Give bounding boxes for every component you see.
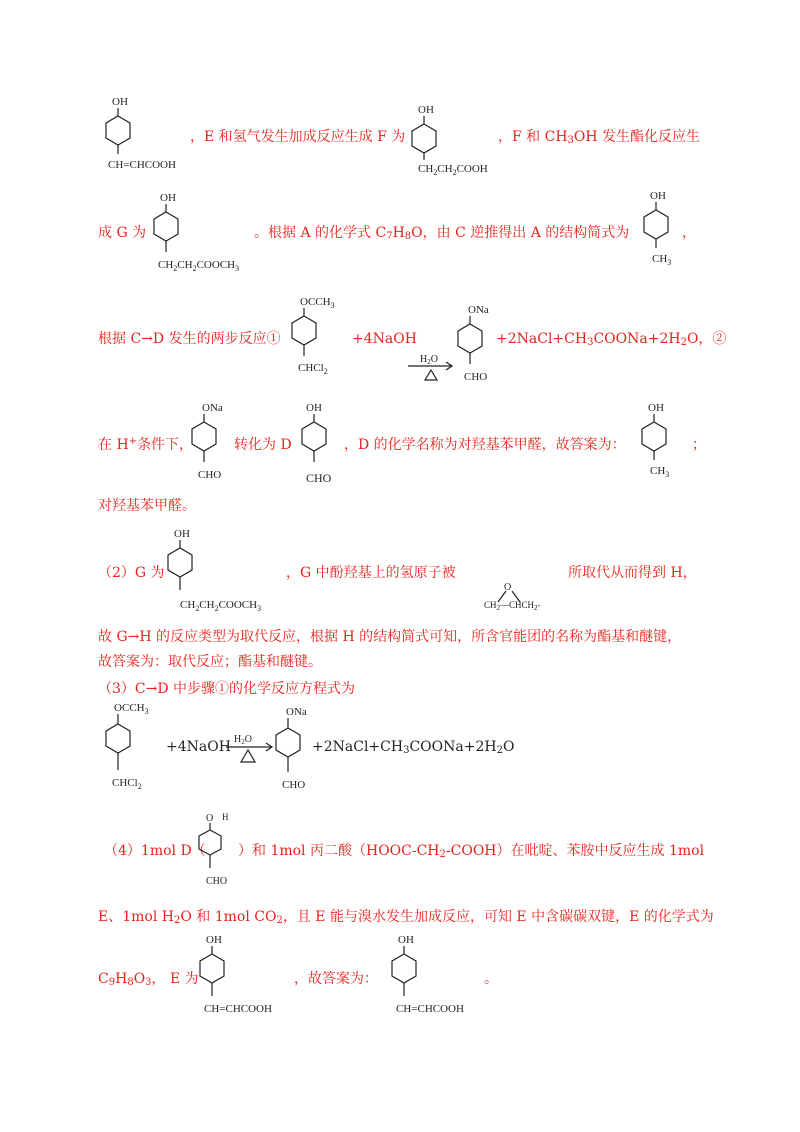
line7-text-3: （3）C→D 中步骤①的化学反应方程式为: [98, 681, 356, 697]
struct-label: CHO: [198, 469, 222, 481]
line3-text-b: +4NaOH: [352, 331, 417, 347]
line2-text-b: 。根据 A 的化学式 $C_7H_8O$，由 C 逆推得出 A 的结构简式为: [254, 225, 630, 242]
svg-text:H2O: $H_2O$: [420, 354, 438, 366]
struct-label: ONa: [202, 402, 223, 414]
svg-text:CH2CH2COOCH3: $CH_2CH_2COOCH_3$: [180, 599, 262, 613]
line6-text-a: （2）G 为: [98, 565, 165, 581]
struct-label: ONa: [468, 304, 489, 316]
svg-text:O: O: [206, 813, 214, 824]
line6-text-c: 所取代从而得到 H，: [568, 565, 697, 581]
struct-label: CHO: [206, 876, 228, 887]
structure-a-pcresol-2: [638, 398, 688, 482]
svg-text:CHCl2: CHCl$_2$: [112, 777, 142, 791]
line5-text: 对羟基苯甲醛。: [98, 498, 196, 514]
struct-label: OH: [306, 402, 322, 414]
svg-text:CH2—CHCH2-: $CH_2—CHCH_2-$: [484, 600, 541, 612]
line11-text-c: 。: [484, 971, 498, 987]
line4-text-a: 在 H+条件下，: [98, 436, 194, 453]
line2-text-c: ，: [682, 225, 696, 241]
struct-label: OH: [206, 934, 222, 946]
svg-text:OCCH3: $OCCH_3$: [300, 296, 335, 310]
struct-label: CHO: [306, 471, 332, 485]
struct-label: OH: [112, 96, 128, 108]
reaction-arrow-1: [406, 352, 456, 382]
line4-text-b: 转化为 D: [234, 437, 292, 453]
line7-text-2: 故答案为：取代反应；酯基和醚键。: [98, 654, 322, 670]
struct-label: OH: [648, 402, 664, 414]
struct-label: OH: [398, 934, 414, 946]
line1-text-a: ，E 和氢气发生加成反应生成 F 为: [190, 129, 406, 145]
structure-g-ester: [148, 188, 268, 278]
svg-text:CH3: $CH_3$: [652, 253, 672, 267]
line11-text-b: ，故答案为：: [294, 971, 378, 987]
svg-text:OCCH3: $OCCH_3$: [114, 702, 149, 716]
svg-text:CH2CH2COOH: $CH_2CH_2COOH$: [418, 163, 488, 177]
struct-label: OH: [418, 104, 434, 116]
svg-text:CHCl2: CHCl$_2$: [298, 362, 328, 376]
struct-label: CH=CHCOOH: [108, 159, 176, 171]
struct-label: CHO: [464, 371, 488, 383]
line3-text-c: $+2NaCl+CH_3COONa+2H_2O$，②: [496, 331, 727, 348]
struct-label: ONa: [286, 706, 307, 718]
structure-e-acrylic-3: [388, 930, 488, 1020]
structure-e-acrylic-2: [196, 930, 296, 1020]
struct-label: OH: [160, 192, 176, 204]
line1-text-b: ，F 和 $CH_3OH$ 发生酯化反应生: [498, 129, 701, 146]
structure-g-ester-2: [162, 524, 292, 614]
svg-text:H2O: $H_2O$: [234, 734, 252, 746]
line9-text-b: ）和 1mol 丙二酸$(HOOC-CH_2-COOH)$在吡啶、苯胺中反应生成 1mol: [238, 843, 705, 860]
struct-label: OH: [174, 528, 190, 540]
struct-label: CH=CHCOOH: [204, 1003, 272, 1015]
line2-text-a: 成 G 为: [98, 225, 147, 241]
struct-label: H: [222, 812, 229, 822]
structure-epoxide: [484, 578, 564, 614]
svg-text:CH2CH2COOCH3: $CH_2CH_2COOCH_3$: [158, 259, 240, 273]
eq-text-b: $+2NaCl+CH_3COONa+2H_2O$: [312, 739, 515, 756]
struct-label: OH: [650, 190, 666, 202]
structure-e-acrylic: [100, 92, 200, 178]
line11-text-a: $C_9H_8O_3$， E 为: [98, 971, 199, 988]
struct-label: CH=CHCOOH: [396, 1003, 464, 1015]
line9-text-a: （4）1mol D（: [104, 843, 206, 859]
line4-text-c: ，D 的化学名称为对羟基苯甲醛，故答案为：: [344, 437, 626, 453]
struct-label: O: [504, 582, 512, 593]
line10-text: E、1mol $H_2O$ 和 1mol $CO_2$，且 E 能与溴水发生加成反应，可知 E 中含碳碳双键，E 的化学式为: [98, 909, 714, 926]
line7-text-1: 故 G→H 的反应类型为取代反应，根据 H 的结构简式可知，所含官能团的名称为酯基和醚键，: [98, 629, 682, 645]
struct-label: CHO: [282, 779, 306, 791]
reaction-arrow-2: [224, 730, 274, 766]
line6-text-b: ，G 中酚羟基上的氢原子被: [286, 565, 456, 581]
eq-text-a: +4NaOH: [166, 739, 231, 755]
line3-text-a: 根据 C→D 发生的两步反应①: [98, 331, 281, 347]
line4-text-d: ；: [692, 437, 706, 453]
svg-text:CH3: $CH_3$: [650, 465, 670, 479]
